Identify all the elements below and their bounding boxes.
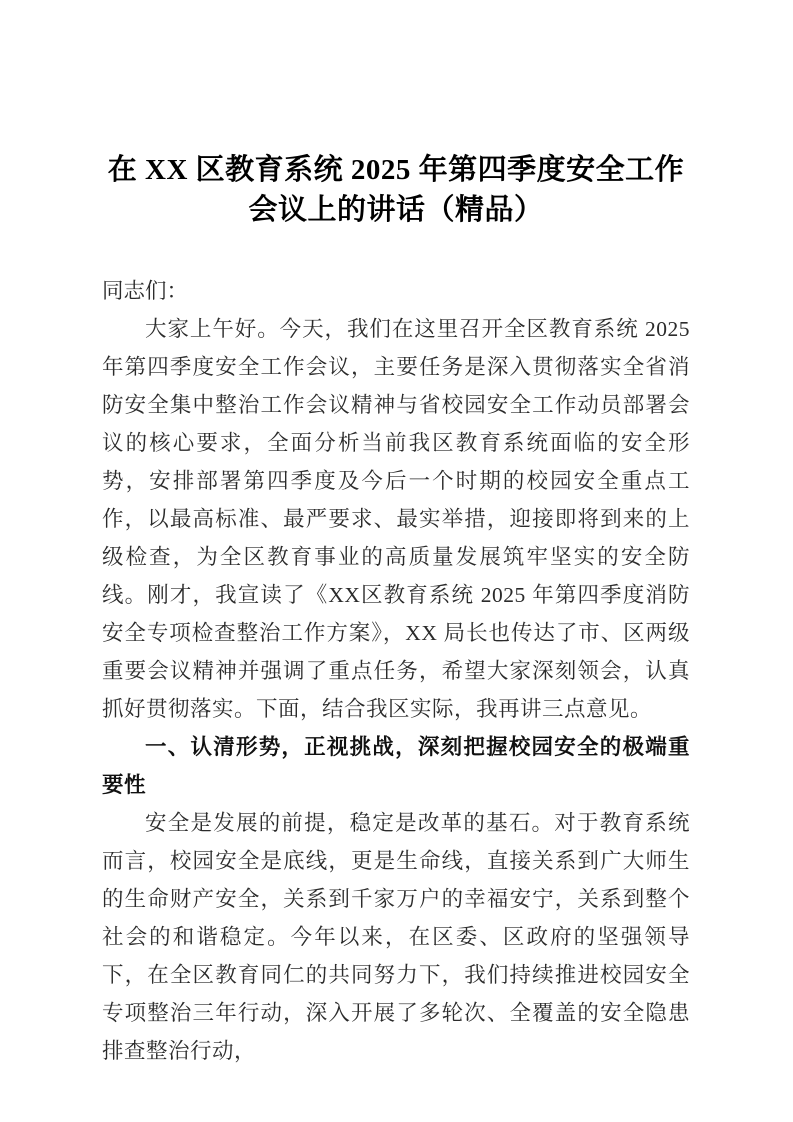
salutation: 同志们：: [102, 279, 189, 303]
section-heading-1: 一、认清形势，正视挑战，深刻把握校园安全的极端重要性: [102, 735, 690, 797]
paragraph-section-1-body: 安全是发展的前提，稳定是改革的基石。对于教育系统而言，校园安全是底线，更是生命线，直接关系到广大师生的生命财产安全，关系到千家万户的幸福安宁，关系到整个社会的和谐稳定。今年以来，在区委、区政府的坚强领导下，在全区教育同仁的共同努力下，我们持续推进校园安全专项整治三年行动，深入开展了多轮次、全覆盖的安全隐患排查整治行动，: [102, 811, 690, 1063]
document-title: 在 XX 区教育系统 2025 年第四季度安全工作会议上的讲话（精品）: [107, 154, 685, 226]
paragraph-opening: 大家上午好。今天，我们在这里召开全区教育系统 2025 年第四季度安全工作会议，主要任务是深入贯彻落实全省消防安全集中整治工作会议精神与省校园安全工作动员部署会议的核心要求，全面分析当前我区教育系统面临的安全形势，安排部署第四季度及今后一个时期的校园安全重点工作，以最高标准、最严要求、最实举措，迎接即将到来的上级检查，为全区教育事业的高质量发展筑牢坚实的安全防线。刚才，我宣读了《XX区教育系统 2025 年第四季度消防安全专项检查整治工作方案》，XX 局长也传达了市、区两级重要会议精神并强调了重点任务，希望大家深刻领会，认真抓好贯彻落实。下面，结合我区实际，我再讲三点意见。: [102, 317, 690, 721]
